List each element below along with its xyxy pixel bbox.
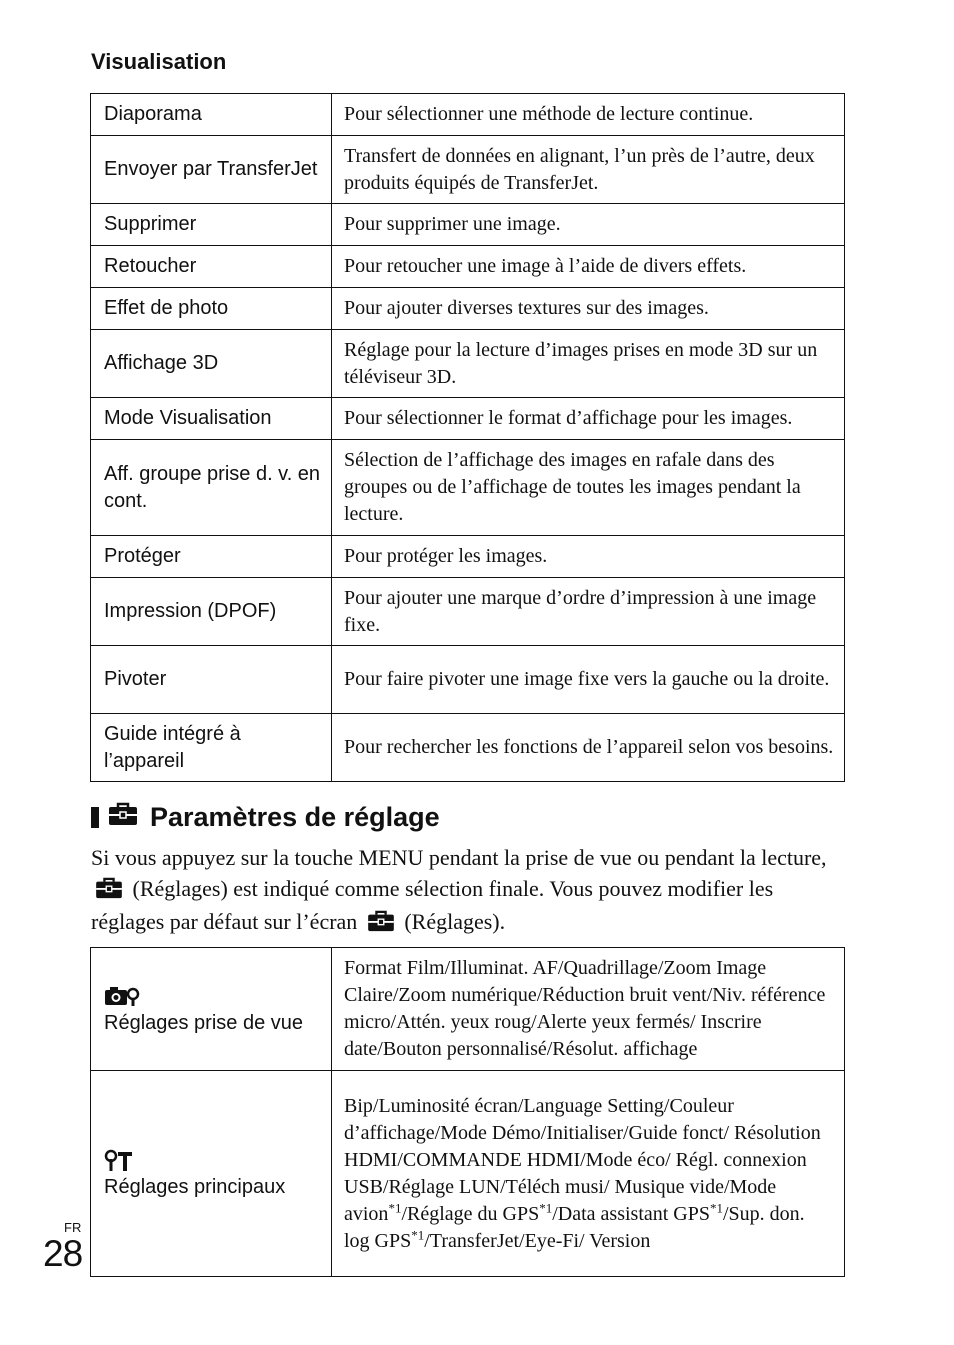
footnote-marker: *1: [411, 1226, 425, 1242]
row-description: Pour sélectionner le format d’affichage pour les images.: [332, 398, 845, 440]
row-description: Réglage pour la lecture d’images prises en mode 3D sur un téléviseur 3D.: [332, 330, 845, 398]
table-row: [91, 246, 845, 288]
table-row: [91, 94, 845, 136]
row-label: Envoyer par TransferJet: [91, 136, 332, 204]
intro-text: (Réglages) est indiqué comme sélection finale. Vous pouvez modifier les réglages par défaut sur l’écran: [91, 875, 774, 934]
camera-settings-icon: [104, 982, 321, 1010]
section-title: Paramètres de réglage: [150, 802, 440, 832]
footnote-marker: *1: [388, 1199, 402, 1215]
page-number: 28: [43, 1233, 83, 1274]
row-label: Réglages prise de vue: [104, 1011, 304, 1034]
footnote-marker: *1: [710, 1199, 723, 1215]
row-description: Pour ajouter diverses textures sur des images.: [332, 288, 845, 330]
desc-text: Bip/Luminosité écran/Language Setting/Couleur d’affichage/Mode Démo/Initialiser/Guide fonct/ Résolution HDMI/COMMANDE HDMI/Mode éco/ Régl. connexion USB/Réglage LUN/Téléch musi/ Musique vide/Mode avion: [344, 1094, 821, 1225]
row-label: Réglages principaux: [104, 1176, 286, 1198]
table-row: [91, 1071, 845, 1277]
row-description: [332, 1071, 845, 1277]
table-row: [91, 288, 845, 330]
section-heading-visualisation: Visualisation: [91, 49, 227, 74]
desc-text: /Réglage du GPS: [401, 1202, 540, 1225]
row-description: Pour ajouter une marque d’ordre d’impression à une image fixe.: [332, 578, 845, 646]
intro-text: (Réglages).: [404, 909, 506, 934]
intro-paragraph: [91, 843, 831, 941]
table-row: [91, 536, 845, 578]
desc-text: /Sup. don. log GPS: [344, 1202, 805, 1252]
table-row: [91, 204, 845, 246]
row-label-cell: [91, 948, 332, 1071]
footnote-marker: *1: [539, 1199, 553, 1215]
language-code: FR: [64, 1220, 82, 1235]
row-description: Pour protéger les images.: [332, 536, 845, 578]
row-label: Mode Visualisation: [91, 398, 332, 440]
visualisation-table: [90, 93, 845, 782]
table-row: [91, 440, 845, 536]
row-description: Pour retoucher une image à l’aide de divers effets.: [332, 246, 845, 288]
row-label: Affichage 3D: [91, 330, 332, 398]
table-row: [91, 714, 845, 782]
row-description: Pour supprimer une image.: [332, 204, 845, 246]
row-label: Pivoter: [91, 646, 332, 714]
table-row: [91, 578, 845, 646]
settings-table: [90, 947, 845, 1277]
row-label: Guide intégré à l’appareil: [91, 714, 332, 782]
intro-text: Si vous appuyez sur la touche MENU pendant la prise de vue ou pendant la lecture,: [91, 845, 827, 870]
tools-icon: [104, 1146, 321, 1174]
table-row: [91, 136, 845, 204]
table-row: [91, 330, 845, 398]
row-description: Sélection de l’affichage des images en rafale dans des groupes ou de l’affichage de toutes les images pendant la lecture.: [332, 440, 845, 536]
table-row: [91, 398, 845, 440]
row-label: Protéger: [91, 536, 332, 578]
row-label: Aff. groupe prise d. v. en cont.: [91, 440, 332, 536]
row-label: Diaporama: [91, 94, 332, 136]
row-label: Retoucher: [91, 246, 332, 288]
section-heading-settings: [91, 802, 440, 833]
row-description: Pour rechercher les fonctions de l’appareil selon vos besoins.: [332, 714, 845, 782]
table-row: [91, 948, 845, 1071]
toolbox-icon: [108, 802, 138, 833]
table-row: [91, 646, 845, 714]
section-marker: [91, 807, 99, 828]
desc-text: /TransferJet/Eye-Fi/ Version: [424, 1229, 651, 1252]
row-description: Pour sélectionner une méthode de lecture continue.: [332, 94, 845, 136]
row-label-cell: [91, 1071, 332, 1277]
row-description: Format Film/Illuminat. AF/Quadrillage/Zoom Image Claire/Zoom numérique/Réduction bruit vent/Niv. référence micro/Attén. yeux roug/Alerte yeux fermés/ Inscrire date/Bouton personnalisé/Résolut. affichage: [332, 948, 845, 1071]
row-label: Impression (DPOF): [91, 578, 332, 646]
row-description: Transfert de données en alignant, l’un près de l’autre, deux produits équipés de TransferJet.: [332, 136, 845, 204]
toolbox-icon: [95, 877, 123, 908]
row-label: Effet de photo: [91, 288, 332, 330]
desc-text: /Data assistant GPS: [552, 1202, 710, 1225]
row-label: Supprimer: [91, 204, 332, 246]
row-description: Pour faire pivoter une image fixe vers la gauche ou la droite.: [332, 646, 845, 714]
toolbox-icon: [367, 910, 395, 941]
